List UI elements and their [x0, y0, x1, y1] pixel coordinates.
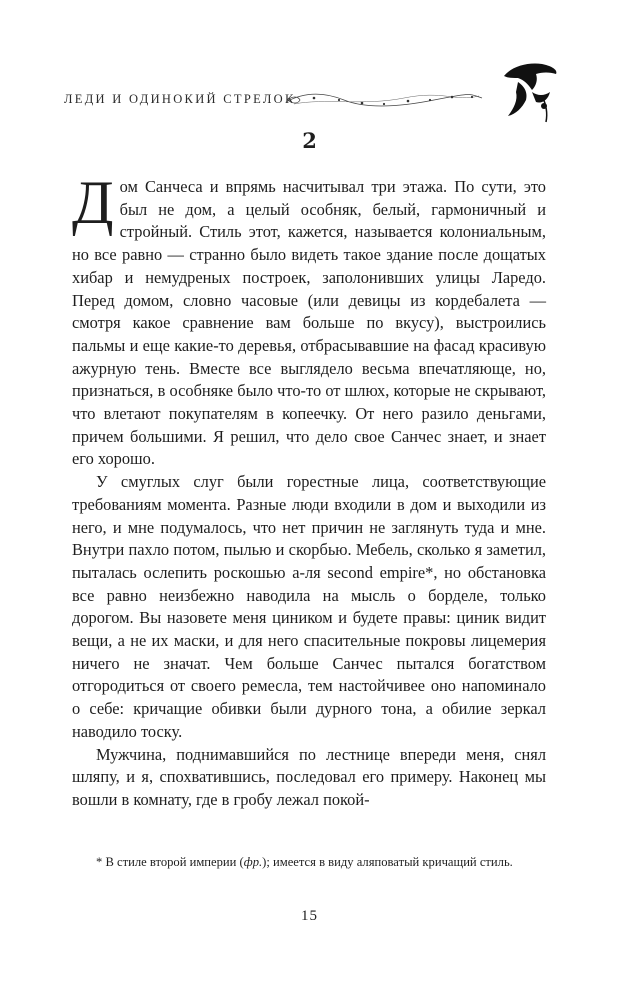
- footnote: [72, 854, 546, 871]
- page-number: 15: [301, 908, 318, 924]
- paragraph-2: У смуглых слуг были горестные лица, соответствующие требованиям момента. Разные люди входили в дом и выходили из него, и мне подумалось, что нет причин не заглянуть туда и мне. Внутри пахло потом, пылью и скорбью. Мебель, сколько я заметил, пыталась ослепить роскошью а-ля second empire*, но обстановка все равно неизбежно наводила на мысль о борделе, только дорогом. Вы назовете меня циником и будете правы: циник видит вещи, а не их маски, и для него спасительные покровы лицемерия ничего не значат. Чем больше Санчес пытался богатством отгородиться от своего ремесла, тем настойчивее оно напоминало о себе: кричащие обивки были дурного тона, а обилие зеркал наводило тоску.: [72, 472, 546, 741]
- footnote-language-abbr: фр.: [243, 855, 263, 869]
- running-header-title: ЛЕДИ И ОДИНОКИЙ СТРЕЛОК: [64, 92, 296, 106]
- paragraph-3: Мужчина, поднимавшийся по лестнице впереди меня, снял шляпу, и я, спохватившись, последовал его примеру. Наконец мы вошли в комнату, где в гробу лежал покой-: [72, 744, 546, 809]
- dotted-swirl-ornament-icon: [284, 88, 484, 110]
- footnote-text-start: * В стиле второй империи (: [96, 855, 244, 869]
- drop-cap-letter: Д: [72, 170, 114, 237]
- paragraph-1: [72, 170, 546, 471]
- paragraph-1-text: ом Санчеса и впрямь насчитывал три этажа. По сути, это был не дом, а целый особняк, белый, гармоничный и стройный. Стиль этот, кажется, называется колониальным, но все равно — странно было видеть такое здание после дощатых хибар и немудреных построек, заполонивших улицы Ларедо. Перед домом, словно часовые (или девицы из кордебалета — смотря какое сравнение вам больше по вкусу), выстроились пальмы и еще какие-то деревья, отбрасывавшие на фасад красивую ажурную тень. Вместе все выглядело весьма впечатляюще, но, признаться, в особняке было что-то от шлюх, которые не скрывают, что влетают покупателям в копеечку. От него разило деньгами, причем большими. Я решил, что дело свое Санчес знает, и знает его хорошо.: [72, 177, 546, 469]
- chapter-number: 2: [302, 128, 317, 153]
- hat-and-flower-emblem-icon: [498, 56, 562, 126]
- body-text: [72, 170, 546, 812]
- footnote-text-end: ); имеется в виду аляповатый кричащий стиль.: [262, 855, 513, 869]
